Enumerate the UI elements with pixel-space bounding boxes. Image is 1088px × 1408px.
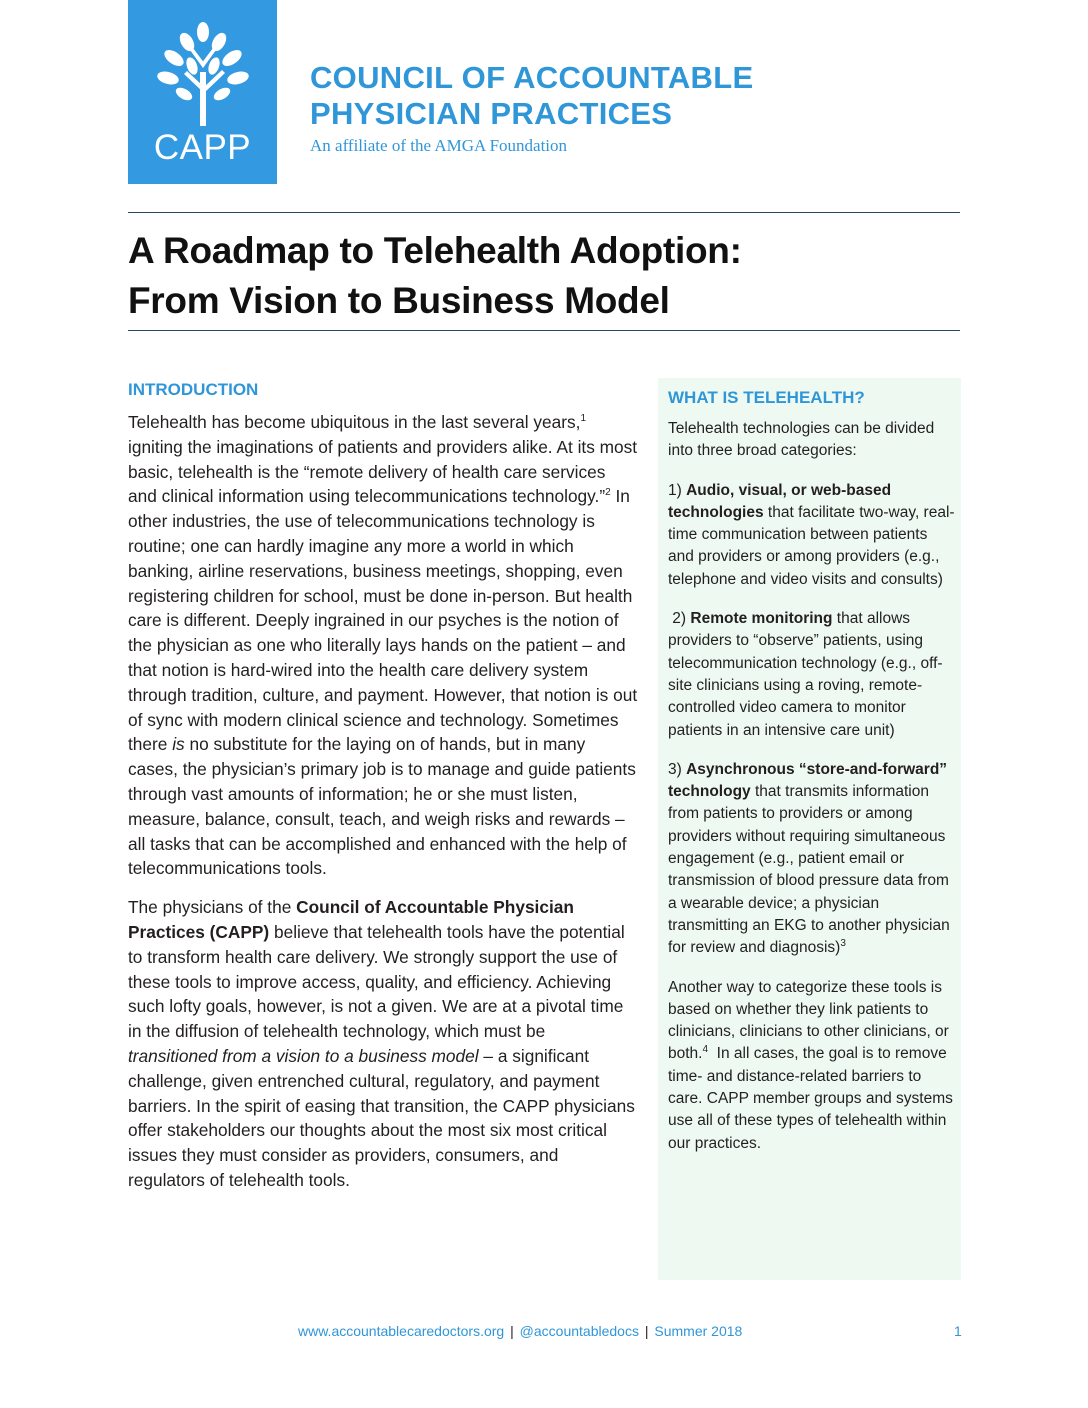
bold-text: Remote monitoring [690, 610, 833, 628]
text-run: believe that telehealth tools have the potential to transform health care delivery. We strongly support the use of these tools to improve access, quality, and efficiency. Achieving such lofty goals, however, is not a given. We are at a pivotal time in the diffusion of telehealth technology, which must be [128, 921, 625, 1042]
emphasis-text: is [172, 734, 185, 755]
sidebar-item-3 [668, 759, 956, 960]
header-rule-bottom [128, 330, 960, 331]
website-link[interactable]: www.accountablecaredoctors.org [298, 1323, 505, 1339]
footer-separator: | [644, 1323, 649, 1339]
bold-text: Audio, visual, or web-based technologies [668, 481, 892, 521]
document-title [128, 226, 742, 326]
header-rule-top [128, 212, 960, 213]
sidebar-item-1 [668, 480, 956, 591]
main-column [128, 410, 638, 1207]
item-number: 2) [668, 610, 691, 628]
title-line2: From Vision to Business Model [128, 280, 670, 321]
emphasis-text: transitioned from a vision to a business model [128, 1045, 479, 1066]
text-run: that allows providers to “observe” patients, using telecommunication technology (e.g., off-site clinicians using a roving, remote-controlled video camera to monitor patients in an intensive care unit) [668, 610, 943, 739]
tree-icon [154, 22, 252, 126]
organization-name [310, 60, 753, 132]
footnote-ref-2: 2 [605, 487, 611, 499]
publication-date: Summer 2018 [654, 1323, 743, 1339]
sidebar-intro: Telehealth technologies can be divided into three broad categories: [668, 420, 935, 460]
sidebar-heading: WHAT IS TELEHEALTH? [668, 388, 865, 407]
text-run: – a significant challenge, given entrenched cultural, regulatory, and payment barriers. In the spirit of easing that transition, the CAPP physicians offer stakeholders our thoughts about the most six most critical issues they must consider as providers, consumers, and regulators of telehealth tools. [128, 1045, 635, 1190]
introduction-heading: INTRODUCTION [128, 380, 259, 399]
footnote-ref-3: 3 [840, 938, 846, 950]
social-handle-link[interactable]: @accountabledocs [519, 1323, 639, 1339]
text-run: In other industries, the use of telecommunications technology is routine; one can hardly imagine any more a world in which banking, airline reservations, business meetings, shopping, even registering children for school, must be done in-person. But health care is different. Deeply ingrained in our psyches is the notion of the physician as one who literally lays hands on the patient – and that notion is hard-wired into the health care delivery system through tradition, culture, and payment. However, that notion is out of sync with modern clinical science and technology. Sometimes there [128, 486, 638, 755]
text-run: no substitute for the laying on of hands, but in many cases, the physician’s primary job is to manage and guide patients through vast amounts of information; he or she must listen, measure, balance, consult, teach, and weigh risks and rewards – all tasks that can be accomplished and enhanced with the help of telecommunications tools. [128, 734, 636, 879]
item-number: 3) [668, 760, 687, 778]
intro-paragraph-2 [128, 895, 638, 1193]
text-run: Telehealth has become ubiquitous in the last several years, [128, 412, 581, 432]
title-line1: A Roadmap to Telehealth Adoption: [128, 230, 742, 271]
text-run: igniting the imaginations of patients and providers alike. At its most basic, telehealth is the “remote delivery of health care services and clinical information using telecommunications technology.” [128, 436, 638, 507]
item-number: 1) [668, 481, 687, 499]
footnote-ref-1: 1 [580, 413, 587, 425]
bold-text: Council of Accountable Physician Practices (CAPP) [128, 897, 574, 942]
logo-text: CAPP [153, 128, 252, 167]
footer-separator: | [510, 1323, 514, 1339]
text-run: The physicians of the [128, 897, 297, 918]
text-run: In all cases, the goal is to remove time- and distance-related barriers to care. CAPP member groups and systems use all of these types of telehealth within our practices. [668, 1045, 958, 1152]
sidebar-item-2 [668, 608, 956, 742]
telehealth-sidebar [658, 378, 961, 1280]
affiliate-tagline: An affiliate of the AMGA Foundation [310, 136, 568, 155]
footer-links [298, 1323, 742, 1339]
capp-logo [128, 0, 277, 184]
text-run: that transmits information from patients to providers or among providers without requiring simultaneous engagement (e.g., patient email or transmission of blood pressure data from a wearable device; a physician transmitting an EKG to another physician for review and diagnosis) [668, 783, 950, 957]
footnote-ref-4: 4 [702, 1044, 709, 1056]
intro-paragraph-1 [128, 410, 638, 881]
org-name-line1: COUNCIL OF ACCOUNTABLE [310, 60, 754, 95]
org-name-line2: PHYSICIAN PRACTICES [310, 96, 673, 131]
text-run: that facilitate two-way, real-time communication between patients and providers or among providers (e.g., telephone and video visits and consults) [668, 503, 955, 588]
bold-text: Asynchronous “store-and-forward” technology [668, 760, 948, 801]
text-run: Another way to categorize these tools is based on whether they link patients to clinicians, clinicians to other clinicians, or both. [668, 978, 949, 1063]
page-number: 1 [954, 1323, 962, 1339]
sidebar-closing [668, 977, 956, 1155]
